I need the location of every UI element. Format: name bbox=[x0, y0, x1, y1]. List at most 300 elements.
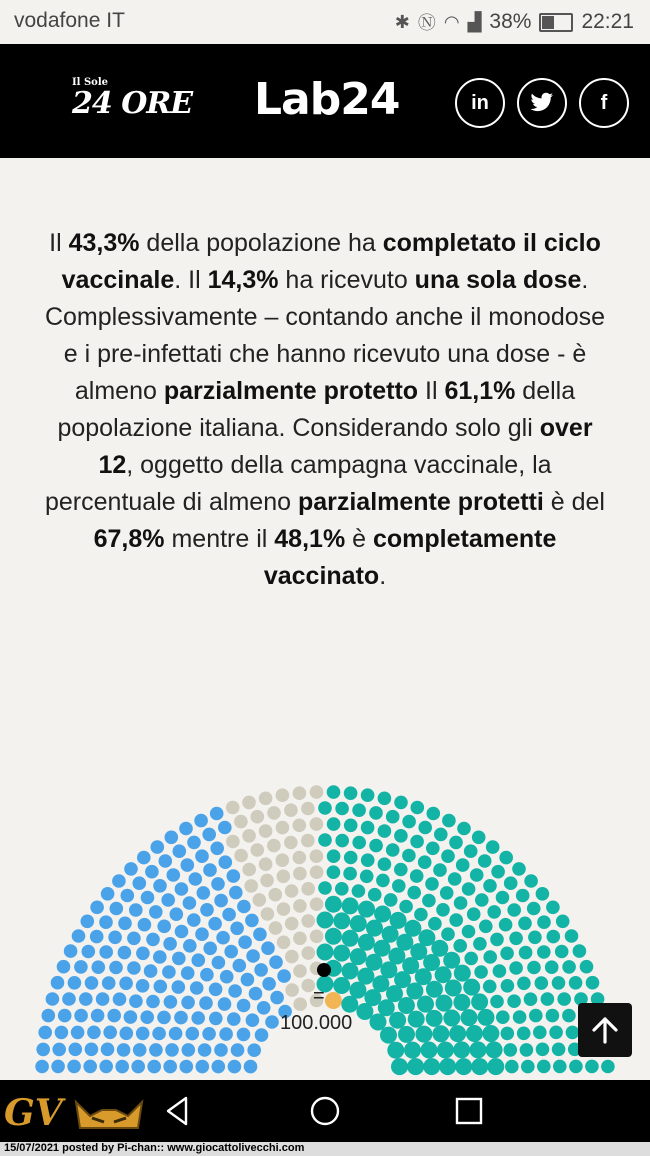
dot-mark bbox=[67, 1060, 81, 1074]
dot-mark bbox=[350, 948, 367, 965]
dot-mark bbox=[277, 936, 291, 950]
dot-mark bbox=[260, 874, 274, 888]
dot-mark bbox=[301, 882, 315, 896]
dot-mark bbox=[461, 1009, 478, 1026]
dot-mark bbox=[195, 927, 209, 941]
dot-mark bbox=[423, 1058, 440, 1075]
dot-mark bbox=[285, 950, 299, 964]
dot-mark bbox=[483, 879, 497, 893]
dot-mark bbox=[147, 1060, 161, 1074]
dot-mark bbox=[513, 1010, 527, 1024]
dot-mark bbox=[318, 833, 332, 847]
dot-mark bbox=[234, 815, 248, 829]
dot-mark bbox=[536, 1043, 550, 1057]
dot-mark bbox=[255, 1028, 269, 1042]
dot-mark bbox=[164, 995, 178, 1009]
dot-mark bbox=[229, 886, 243, 900]
dot-mark bbox=[453, 1041, 470, 1058]
dot-mark bbox=[254, 963, 268, 977]
dot-mark bbox=[131, 1060, 145, 1074]
dot-mark bbox=[521, 1060, 535, 1074]
dot-mark bbox=[443, 1010, 460, 1027]
dot-mark bbox=[186, 1027, 200, 1041]
dot-mark bbox=[516, 889, 530, 903]
dot-mark bbox=[115, 1060, 129, 1074]
dot-mark bbox=[474, 965, 488, 979]
dot-mark bbox=[470, 868, 484, 882]
dot-mark bbox=[85, 976, 99, 990]
dot-mark bbox=[277, 902, 291, 916]
dot-mark bbox=[482, 1025, 499, 1042]
dot-mark bbox=[127, 932, 141, 946]
dot-mark bbox=[327, 817, 341, 831]
lab24-logo[interactable]: Lab24 bbox=[254, 74, 400, 125]
dot-mark bbox=[118, 917, 132, 931]
dot-mark bbox=[203, 863, 217, 877]
dot-mark bbox=[129, 994, 143, 1008]
dot-mark bbox=[428, 917, 442, 931]
dot-mark bbox=[537, 1060, 551, 1074]
dot-mark bbox=[499, 851, 513, 865]
dot-mark bbox=[249, 987, 263, 1001]
dot-mark bbox=[500, 947, 514, 961]
facebook-icon: f bbox=[600, 91, 608, 114]
dot-mark bbox=[64, 944, 78, 958]
dot-mark bbox=[344, 819, 358, 833]
dot-mark bbox=[198, 1043, 212, 1057]
dot-mark bbox=[342, 963, 359, 980]
dot-mark bbox=[72, 929, 86, 943]
dot-mark bbox=[533, 1026, 547, 1040]
dot-mark bbox=[457, 822, 471, 836]
dot-mark bbox=[441, 849, 455, 863]
dot-mark bbox=[378, 857, 392, 871]
dot-mark bbox=[487, 1058, 504, 1075]
dot-mark bbox=[153, 950, 167, 964]
dot-mark bbox=[187, 836, 201, 850]
dot-mark bbox=[55, 1026, 69, 1040]
dot-mark bbox=[285, 884, 299, 898]
dot-mark bbox=[490, 995, 504, 1009]
dot-mark bbox=[327, 865, 341, 879]
dot-mark bbox=[252, 893, 266, 907]
dot-mark bbox=[129, 903, 143, 917]
watermark-caption: 15/07/2021 posted by Pi-chan:: www.giocattolivecchi.com bbox=[0, 1142, 650, 1156]
dot-mark bbox=[342, 897, 359, 914]
dot-mark bbox=[454, 896, 468, 910]
legend-equals: = bbox=[313, 985, 325, 1007]
back-icon[interactable] bbox=[160, 1094, 194, 1128]
dot-mark bbox=[378, 792, 392, 806]
dot-mark bbox=[214, 1043, 228, 1057]
dot-mark bbox=[386, 843, 400, 857]
dot-mark bbox=[267, 806, 281, 820]
dot-mark bbox=[333, 977, 350, 994]
dot-mark bbox=[436, 903, 450, 917]
dot-mark bbox=[253, 928, 267, 942]
dot-mark bbox=[493, 964, 507, 978]
dot-mark bbox=[434, 828, 448, 842]
dot-mark bbox=[442, 814, 456, 828]
recent-apps-icon[interactable] bbox=[452, 1094, 486, 1128]
dot-mark bbox=[246, 1013, 260, 1027]
dot-mark bbox=[425, 877, 439, 891]
cat-mascot-icon bbox=[72, 1094, 146, 1134]
dot-mark bbox=[209, 983, 223, 997]
dot-mark bbox=[426, 1010, 443, 1027]
dot-mark bbox=[432, 1025, 449, 1042]
dot-mark bbox=[358, 934, 375, 951]
dot-mark bbox=[159, 854, 173, 868]
dot-mark bbox=[555, 945, 569, 959]
dot-mark bbox=[226, 801, 240, 815]
status-bar bbox=[0, 0, 650, 44]
dot-mark bbox=[509, 932, 523, 946]
dot-mark bbox=[466, 1025, 483, 1042]
dot-mark bbox=[224, 945, 238, 959]
dot-mark bbox=[549, 1026, 563, 1040]
dot-mark bbox=[179, 822, 193, 836]
dot-mark bbox=[169, 1027, 183, 1041]
dot-mark bbox=[118, 946, 132, 960]
dot-mark bbox=[117, 1043, 131, 1057]
dot-mark bbox=[259, 792, 273, 806]
dot-mark bbox=[529, 1009, 543, 1023]
dot-mark bbox=[546, 1009, 560, 1023]
dot-mark bbox=[352, 803, 366, 817]
dot-mark bbox=[172, 952, 186, 966]
dot-mark bbox=[293, 819, 307, 833]
dot-mark bbox=[62, 992, 76, 1006]
dot-mark bbox=[127, 961, 141, 975]
dot-mark bbox=[241, 973, 255, 987]
dot-mark bbox=[74, 1009, 88, 1023]
dot-mark bbox=[79, 992, 93, 1006]
dot-mark bbox=[219, 855, 233, 869]
dot-mark bbox=[173, 844, 187, 858]
dot-mark bbox=[478, 854, 492, 868]
battery-percent: 38% bbox=[489, 10, 532, 33]
dot-mark bbox=[415, 1026, 432, 1043]
dot-mark bbox=[83, 1060, 97, 1074]
dot-mark bbox=[350, 915, 367, 932]
dot-mark bbox=[310, 865, 324, 879]
dot-mark bbox=[553, 1060, 567, 1074]
dot-mark bbox=[427, 807, 441, 821]
dot-mark bbox=[325, 928, 342, 945]
dot-mark bbox=[192, 953, 206, 967]
dot-mark bbox=[46, 992, 60, 1006]
dot-mark bbox=[467, 907, 481, 921]
dot-mark bbox=[209, 1012, 223, 1026]
dot-mark bbox=[133, 1043, 147, 1057]
dot-mark bbox=[113, 992, 127, 1006]
dot-mark bbox=[527, 902, 541, 916]
dot-mark bbox=[35, 1060, 49, 1074]
linkedin-icon: in bbox=[471, 91, 489, 114]
dot-mark bbox=[162, 965, 176, 979]
site-header bbox=[0, 44, 650, 158]
dot-mark bbox=[91, 1009, 105, 1023]
dot-mark bbox=[211, 877, 225, 891]
dot-mark bbox=[462, 925, 476, 939]
dot-mark bbox=[202, 1027, 216, 1041]
dot-mark bbox=[52, 1043, 66, 1057]
dot-mark bbox=[170, 907, 184, 921]
dot-mark bbox=[541, 992, 555, 1006]
dot-mark bbox=[545, 960, 559, 974]
dot-mark bbox=[528, 931, 542, 945]
dot-mark bbox=[250, 843, 264, 857]
wifi-icon: ◠ bbox=[443, 11, 460, 32]
dot-mark bbox=[402, 815, 416, 829]
dot-mark bbox=[408, 1011, 425, 1028]
dot-mark bbox=[512, 862, 526, 876]
dot-mark bbox=[183, 939, 197, 953]
dot-mark bbox=[141, 891, 155, 905]
dot-mark bbox=[42, 1009, 56, 1023]
dot-mark bbox=[327, 785, 341, 799]
dot-mark bbox=[486, 840, 500, 854]
dot-mark bbox=[138, 918, 152, 932]
twitter-button[interactable] bbox=[517, 78, 567, 128]
dot-mark bbox=[344, 786, 358, 800]
dot-mark bbox=[325, 992, 342, 1009]
dot-mark bbox=[410, 835, 424, 849]
dot-mark bbox=[499, 918, 513, 932]
dot-mark bbox=[580, 960, 594, 974]
status-icons bbox=[395, 9, 634, 35]
dot-mark bbox=[463, 979, 480, 996]
dot-mark bbox=[69, 1043, 83, 1057]
dot-mark bbox=[112, 874, 126, 888]
dot-mark bbox=[85, 1043, 99, 1057]
dot-mark bbox=[222, 908, 236, 922]
dot-mark bbox=[244, 1060, 258, 1074]
dot-mark bbox=[92, 960, 106, 974]
dot-mark bbox=[57, 960, 71, 974]
dot-mark bbox=[410, 869, 424, 883]
dot-mark bbox=[237, 1028, 251, 1042]
dot-mark bbox=[486, 1041, 503, 1058]
dot-mark bbox=[527, 961, 541, 975]
dot-mark bbox=[478, 1009, 495, 1026]
dot-mark bbox=[490, 933, 504, 947]
arrow-up-icon bbox=[590, 1015, 620, 1045]
dot-mark bbox=[449, 1025, 466, 1042]
dot-mark bbox=[233, 959, 247, 973]
article-summary: Il 43,3% della popolazione ha completato il ciclo vaccinale. Il 14,3% ha ricevuto una sola dose. Complessivamente – contando anche il monodose e i pre-infettati che hanno ricevuto una dose - è almeno parzialmente protetto Il 61,1% della popolazione italiana. Considerando solo gli over 12, oggetto della campagna vaccinale, la percentuale di almeno parzialmente protetti è del 67,8% mentre il 48,1% è completamente vaccinato. bbox=[44, 229, 606, 590]
dot-mark bbox=[418, 855, 432, 869]
dot-mark bbox=[216, 931, 230, 945]
dot-mark bbox=[505, 1060, 519, 1074]
dot-mark bbox=[402, 849, 416, 863]
dot-mark bbox=[145, 865, 159, 879]
dot-mark bbox=[167, 868, 181, 882]
dot-mark bbox=[557, 992, 571, 1006]
dot-mark bbox=[285, 917, 299, 931]
dot-mark bbox=[386, 810, 400, 824]
dot-mark bbox=[310, 817, 324, 831]
dot-mark bbox=[483, 980, 497, 994]
dot-mark bbox=[483, 950, 497, 964]
dot-mark bbox=[374, 906, 391, 923]
dot-mark bbox=[210, 842, 224, 856]
dot-mark bbox=[270, 991, 284, 1005]
dot-mark bbox=[242, 829, 256, 843]
dot-mark bbox=[369, 806, 383, 820]
dot-mark bbox=[285, 983, 299, 997]
dot-mark bbox=[246, 949, 260, 963]
dot-mark bbox=[259, 857, 273, 871]
dot-mark bbox=[102, 976, 116, 990]
dot-mark bbox=[433, 863, 447, 877]
dot-mark bbox=[407, 886, 421, 900]
dot-mark bbox=[352, 836, 366, 850]
dot-mark bbox=[391, 1058, 408, 1075]
dot-mark bbox=[318, 801, 332, 815]
dot-mark bbox=[437, 1042, 454, 1059]
dot-mark bbox=[565, 929, 579, 943]
dot-mark bbox=[183, 896, 197, 910]
dot-mark bbox=[200, 968, 214, 982]
dot-mark bbox=[230, 922, 244, 936]
signal-icon: ▟ bbox=[467, 11, 482, 32]
dot-mark bbox=[398, 1026, 415, 1043]
dot-mark bbox=[471, 1058, 488, 1075]
battery-icon bbox=[539, 13, 573, 32]
dot-mark bbox=[301, 914, 315, 928]
dot-mark bbox=[133, 876, 147, 890]
dot-mark bbox=[247, 1043, 261, 1057]
dot-mark bbox=[449, 836, 463, 850]
dot-mark bbox=[569, 976, 583, 990]
dot-mark bbox=[234, 849, 248, 863]
dot-mark bbox=[212, 1060, 226, 1074]
dot-mark bbox=[487, 905, 501, 919]
dot-mark bbox=[152, 1027, 166, 1041]
legend-value: 100.000 bbox=[280, 1012, 353, 1034]
dot-mark bbox=[601, 1060, 615, 1074]
dot-mark bbox=[426, 981, 443, 998]
dot-mark bbox=[404, 920, 421, 937]
dot-mark bbox=[317, 944, 334, 961]
dot-mark bbox=[562, 960, 576, 974]
sole24ore-logo[interactable]: Il Sole 24 ORE bbox=[72, 77, 193, 121]
scroll-top-button[interactable] bbox=[578, 1003, 632, 1057]
dot-mark bbox=[191, 1011, 205, 1025]
dot-mark bbox=[276, 788, 290, 802]
dot-mark bbox=[335, 834, 349, 848]
facebook-button[interactable] bbox=[579, 78, 629, 128]
dot-mark bbox=[293, 932, 307, 946]
dot-mark bbox=[157, 920, 171, 934]
dot-mark bbox=[110, 902, 124, 916]
dot-mark bbox=[208, 917, 222, 931]
dot-mark bbox=[293, 867, 307, 881]
dot-mark bbox=[81, 915, 95, 929]
dot-mark bbox=[261, 907, 275, 921]
dot-mark bbox=[108, 931, 122, 945]
dot-mark bbox=[259, 824, 273, 838]
dot-mark bbox=[151, 840, 165, 854]
dot-mark bbox=[436, 995, 453, 1012]
dot-mark bbox=[317, 912, 334, 929]
dot-mark bbox=[293, 851, 307, 865]
dot-mark bbox=[562, 1009, 576, 1023]
dot-mark bbox=[342, 930, 359, 947]
dot-mark bbox=[238, 935, 252, 949]
dot-mark bbox=[172, 980, 186, 994]
dot-mark bbox=[361, 853, 375, 867]
dot-mark bbox=[517, 977, 531, 991]
dot-mark bbox=[146, 933, 160, 947]
dot-mark bbox=[103, 1026, 117, 1040]
dot-mark bbox=[124, 862, 138, 876]
dot-mark bbox=[196, 1060, 210, 1074]
dot-mark bbox=[284, 836, 298, 850]
dot-mark bbox=[496, 891, 510, 905]
dot-mark bbox=[470, 1041, 487, 1058]
dot-mark bbox=[276, 821, 290, 835]
dot-mark bbox=[136, 947, 150, 961]
dot-mark bbox=[417, 996, 434, 1013]
dot-mark bbox=[445, 980, 462, 997]
dot-mark bbox=[537, 915, 551, 929]
linkedin-button[interactable] bbox=[455, 78, 505, 128]
carrier-name: vodafone IT bbox=[14, 9, 125, 32]
dot-mark bbox=[422, 894, 436, 908]
dot-mark bbox=[394, 829, 408, 843]
dot-mark bbox=[82, 945, 96, 959]
dot-mark bbox=[335, 802, 349, 816]
dot-mark bbox=[210, 807, 224, 821]
dot-mark bbox=[36, 1043, 50, 1057]
dot-mark bbox=[440, 886, 454, 900]
dot-mark bbox=[475, 893, 489, 907]
home-icon[interactable] bbox=[308, 1094, 342, 1128]
dot-mark bbox=[509, 961, 523, 975]
dot-mark bbox=[109, 961, 123, 975]
dot-mark bbox=[310, 930, 324, 944]
dot-mark bbox=[149, 905, 163, 919]
dot-mark bbox=[99, 1060, 113, 1074]
dot-mark bbox=[501, 979, 515, 993]
dot-mark bbox=[245, 914, 259, 928]
bluetooth-icon: ✱ bbox=[394, 11, 410, 32]
dot-mark bbox=[293, 997, 307, 1011]
dot-mark bbox=[426, 842, 440, 856]
dot-mark bbox=[518, 917, 532, 931]
dot-mark bbox=[524, 992, 538, 1006]
dot-mark bbox=[504, 1043, 518, 1057]
dot-mark bbox=[257, 1001, 271, 1015]
dot-mark bbox=[231, 1043, 245, 1057]
dot-mark bbox=[51, 976, 65, 990]
legend-dot bbox=[317, 963, 331, 977]
dot-mark bbox=[101, 1043, 115, 1057]
dot-mark bbox=[421, 1042, 438, 1059]
dot-mark bbox=[227, 869, 241, 883]
dot-mark bbox=[154, 980, 168, 994]
dot-mark bbox=[242, 863, 256, 877]
dot-mark bbox=[491, 865, 505, 879]
dot-mark bbox=[501, 1027, 515, 1041]
dot-mark bbox=[384, 893, 398, 907]
dot-mark bbox=[520, 1043, 534, 1057]
dot-mark bbox=[180, 1060, 194, 1074]
dot-mark bbox=[360, 870, 374, 884]
